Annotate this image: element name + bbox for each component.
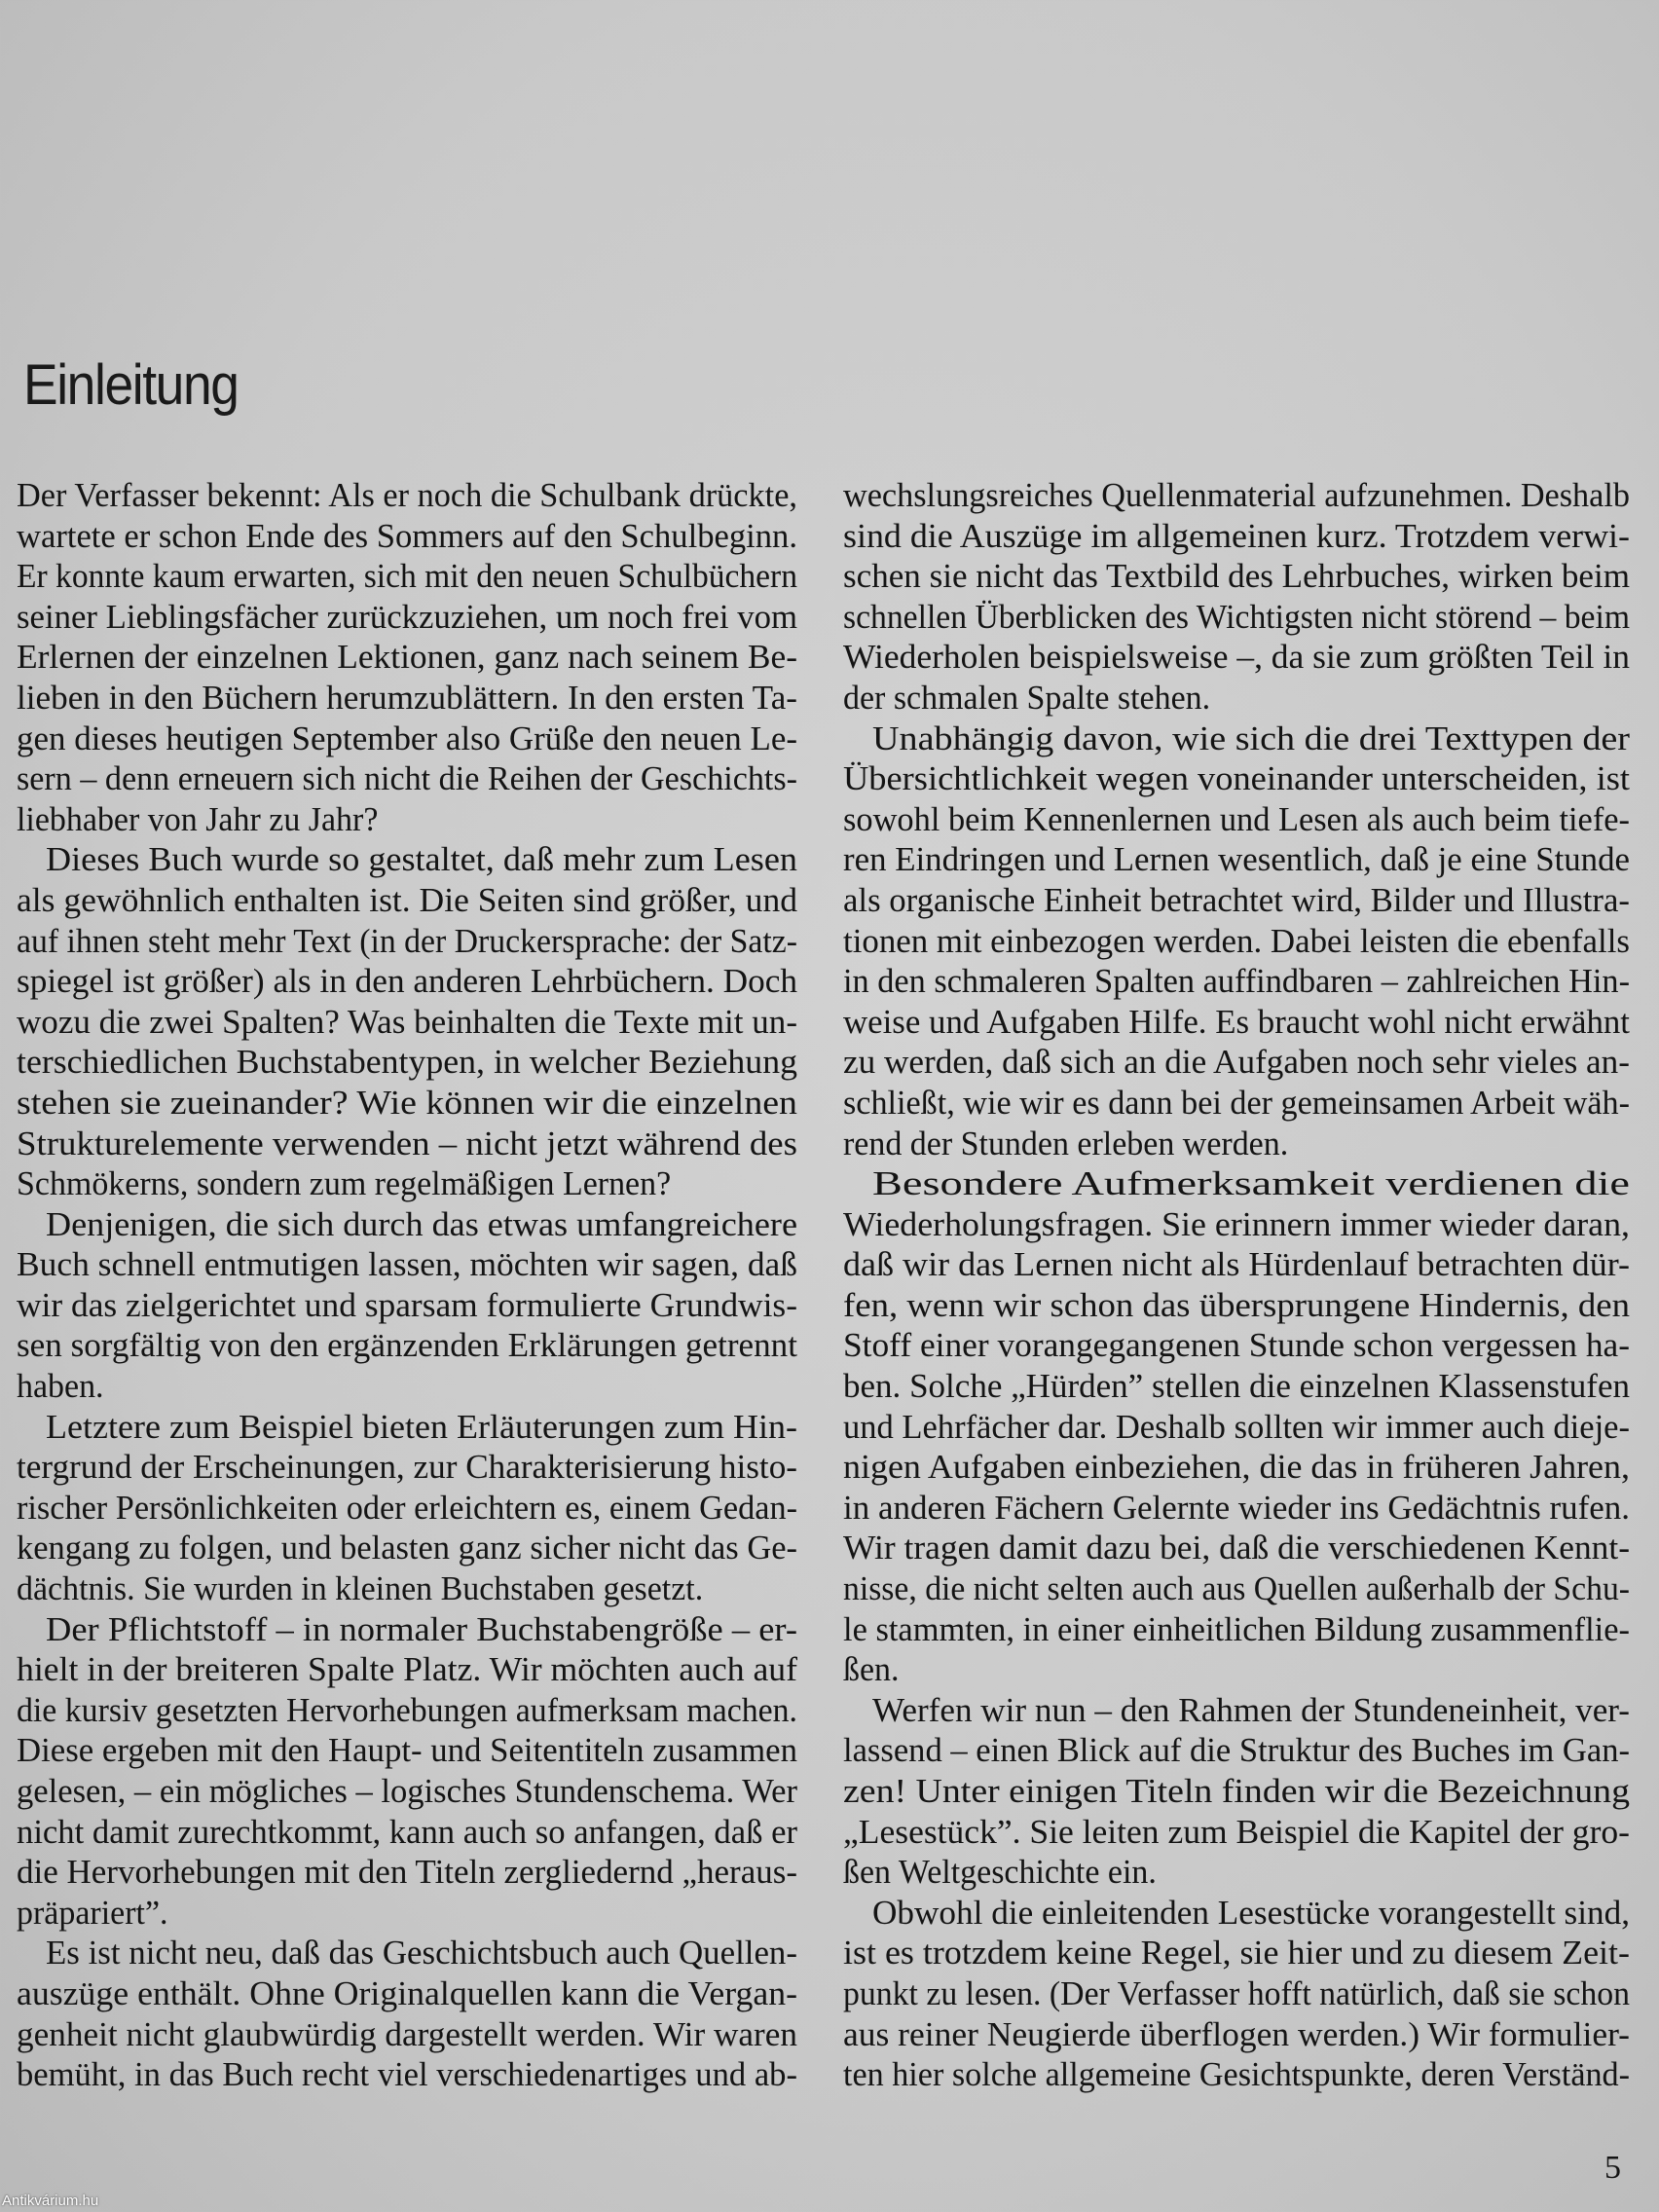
text-line: le stammten, in einer einheitlichen Bildung zusammenflie-	[843, 1609, 1630, 1648]
text-line: wartete er schon Ende des Sommers auf den Schulbeginn.	[17, 516, 797, 555]
paragraph	[17, 475, 797, 839]
text-line: Übersichtlichkeit wegen voneinander unterscheiden, ist	[843, 759, 1630, 798]
text-line: ren Eindringen und Lernen wesentlich, daß je eine Stunde	[843, 840, 1630, 879]
paragraph	[17, 839, 797, 1203]
text-line: rischer Persönlichkeiten oder erleichtern es, einem Gedan-	[17, 1488, 797, 1527]
text-line: zen! Unter einigen Titeln finden wir die Bezeichnung	[843, 1772, 1630, 1810]
text-line: kengang zu folgen, und belasten ganz sicher nicht das Ge-	[17, 1529, 797, 1567]
text-line: weise und Aufgaben Hilfe. Es braucht wohl nicht erwähnt	[843, 1002, 1630, 1041]
text-line: sern – denn erneuern sich nicht die Reihen der Geschichts-	[17, 759, 797, 798]
text-line: sowohl beim Kennenlernen und Lesen als auch beim tiefe-	[843, 799, 1630, 838]
text-line: spiegel ist größer) als in den anderen Lehrbüchern. Doch	[17, 962, 798, 1001]
text-line: „Lesestück”. Sie leiten zum Beispiel die Kapitel der gro-	[843, 1812, 1630, 1851]
text-line: tionen mit einbezogen werden. Dabei leisten die ebenfalls	[843, 921, 1630, 960]
paragraph	[843, 1893, 1630, 2095]
text-line: lassend – einen Blick auf die Struktur des Buches im Gan-	[843, 1731, 1630, 1770]
text-line: bemüht, in das Buch recht viel verschiedenartiges und ab-	[17, 2055, 797, 2094]
paragraph	[17, 1204, 797, 1407]
text-line: ßen Weltgeschichte ein.	[843, 1853, 1157, 1892]
text-line: und Lehrfächer dar. Deshalb sollten wir immer auch dieje-	[843, 1407, 1630, 1446]
text-line: Obwohl die einleitenden Lesestücke vorangestellt sind,	[872, 1893, 1630, 1932]
text-line: Er konnte kaum erwarten, sich mit den neuen Schulbüchern	[17, 557, 797, 596]
text-line: auszüge enthält. Ohne Originalquellen kann die Vergan-	[17, 1973, 797, 2012]
text-line: rend der Stunden erleben werden.	[843, 1124, 1289, 1162]
paragraph	[17, 1407, 797, 1609]
text-line: wozu die zwei Spalten? Was beinhalten die Texte mit un-	[17, 1002, 797, 1041]
text-line: nigen Aufgaben einbeziehen, die das in früheren Jahren,	[843, 1448, 1630, 1487]
text-line: stehen sie zueinander? Wie können wir die einzelnen	[17, 1083, 797, 1122]
text-line: daß wir das Lernen nicht als Hürdenlauf betrachten dür-	[843, 1245, 1630, 1284]
text-line: Der Verfasser bekennt: Als er noch die Schulbank drückte,	[17, 476, 797, 514]
text-line: der schmalen Spalte stehen.	[843, 678, 1211, 717]
text-line: schen sie nicht das Textbild des Lehrbuches, wirken beim	[843, 557, 1630, 596]
text-line: Diese ergeben mit den Haupt- und Seitentiteln zusammen	[17, 1731, 797, 1770]
text-line: Es ist nicht neu, daß das Geschichtsbuch auch Quellen-	[46, 1934, 797, 1972]
text-line: ten hier solche allgemeine Gesichtspunkte, deren Verständ-	[843, 2055, 1630, 2094]
text-line: terschiedlichen Buchstabentypen, in welcher Beziehung	[17, 1043, 798, 1082]
text-line: als gewöhnlich enthalten ist. Die Seiten sind größer, und	[17, 880, 797, 919]
text-line: gen dieses heutigen September also Grüße den neuen Le-	[17, 719, 797, 757]
text-line: fen, wenn wir schon das übersprungene Hindernis, den	[843, 1285, 1630, 1324]
text-line: Der Pflichtstoff – in normaler Buchstabengröße – er-	[46, 1609, 797, 1648]
text-line: auf ihnen steht mehr Text (in der Druckersprache: der Satz-	[17, 921, 797, 960]
text-line: aus reiner Neugierde überflogen werden.) Wir formulier-	[843, 2014, 1630, 2053]
paragraph	[17, 1609, 797, 1934]
paragraph	[843, 1690, 1630, 1893]
text-line: sen sorgfältig von den ergänzenden Erklärungen getrennt	[17, 1326, 797, 1365]
text-line: Denjenigen, die sich durch das etwas umfangreichere	[46, 1204, 797, 1243]
text-line: Unabhängig davon, wie sich die drei Texttypen der	[872, 719, 1630, 757]
text-line: in den schmaleren Spalten auffindbaren – zahlreichen Hin-	[843, 962, 1630, 1001]
text-line: genheit nicht glaubwürdig dargestellt werden. Wir waren	[17, 2014, 797, 2053]
text-line: haben.	[17, 1367, 104, 1406]
text-line: schnellen Überblicken des Wichtigsten nicht störend – beim	[843, 597, 1630, 636]
text-line: die kursiv gesetzten Hervorhebungen aufmerksam machen.	[17, 1690, 797, 1729]
text-line: punkt zu lesen. (Der Verfasser hofft natürlich, daß sie schon	[843, 1973, 1630, 2012]
text-line: Letztere zum Beispiel bieten Erläuterungen zum Hin-	[46, 1407, 797, 1446]
text-line: ist es trotzdem keine Regel, sie hier und zu diesem Zeit-	[843, 1934, 1630, 1972]
text-line: tergrund der Erscheinungen, zur Charakterisierung histo-	[17, 1448, 797, 1487]
text-line: Wiederholungsfragen. Sie erinnern immer wieder daran,	[843, 1204, 1630, 1243]
text-line: seiner Lieblingsfächer zurückzuziehen, um noch frei vom	[17, 597, 797, 636]
text-line: Strukturelemente verwenden – nicht jetzt während des	[17, 1124, 797, 1162]
text-line: Dieses Buch wurde so gestaltet, daß mehr zum Lesen	[46, 840, 797, 879]
paragraph	[843, 1163, 1630, 1690]
text-line: wechslungsreiches Quellenmaterial aufzunehmen. Deshalb	[843, 476, 1630, 514]
text-line: gelesen, – ein mögliches – logisches Stundenschema. Wer	[17, 1772, 797, 1810]
text-line: Werfen wir nun – den Rahmen der Stundeneinheit, ver-	[872, 1690, 1630, 1729]
text-line: als organische Einheit betrachtet wird, Bilder und Illustra-	[843, 880, 1630, 919]
right-text-column	[843, 475, 1630, 2095]
text-line: Wir tragen damit dazu bei, daß die verschiedenen Kennt-	[843, 1529, 1630, 1567]
text-line: hielt in der breiteren Spalte Platz. Wir möchten auch auf	[17, 1650, 798, 1689]
text-line: nicht damit zurechtkommt, kann auch so anfangen, daß er	[17, 1812, 797, 1851]
text-line: schließt, wie wir es dann bei der gemeinsamen Arbeit wäh-	[843, 1083, 1630, 1122]
text-line: zu werden, daß sich an die Aufgaben noch sehr vieles an-	[843, 1043, 1630, 1082]
page-number: 5	[1604, 2150, 1621, 2186]
paragraph	[843, 475, 1630, 719]
text-line: ben. Solche „Hürden” stellen die einzelnen Klassenstufen	[843, 1367, 1630, 1406]
left-text-column	[17, 475, 797, 2095]
text-line: Besondere Aufmerksamkeit verdienen die	[872, 1164, 1630, 1203]
text-line: nisse, die nicht selten auch aus Quellen außerhalb der Schu-	[843, 1569, 1630, 1608]
text-line: präpariert”.	[17, 1893, 168, 1932]
paragraph	[843, 719, 1630, 1164]
text-line: lieben in den Büchern herumzublättern. In den ersten Ta-	[17, 678, 797, 717]
text-line: Wiederholen beispielsweise –, da sie zum größten Teil in	[843, 638, 1630, 677]
text-line: Buch schnell entmutigen lassen, möchten wir sagen, daß	[17, 1245, 797, 1284]
text-line: Erlernen der einzelnen Lektionen, ganz nach seinem Be-	[17, 638, 797, 677]
page-title: Einleitung	[23, 353, 239, 417]
paragraph	[17, 1933, 797, 2094]
watermark-logo: Antikvárium.hu	[2, 2193, 99, 2209]
text-line: wir das zielgerichtet und sparsam formulierte Grundwis-	[17, 1285, 797, 1324]
text-line: dächtnis. Sie wurden in kleinen Buchstaben gesetzt.	[17, 1569, 704, 1608]
text-line: in anderen Fächern Gelernte wieder ins Gedächtnis rufen.	[843, 1488, 1630, 1527]
text-line: ßen.	[843, 1650, 900, 1689]
text-line: Stoff einer vorangegangenen Stunde schon vergessen ha-	[843, 1326, 1630, 1365]
text-line: sind die Auszüge im allgemeinen kurz. Trotzdem verwi-	[843, 516, 1630, 555]
text-line: liebhaber von Jahr zu Jahr?	[17, 799, 379, 838]
text-line: Schmökerns, sondern zum regelmäßigen Lernen?	[17, 1164, 672, 1203]
text-line: die Hervorhebungen mit den Titeln zergliedernd „heraus-	[17, 1853, 797, 1892]
